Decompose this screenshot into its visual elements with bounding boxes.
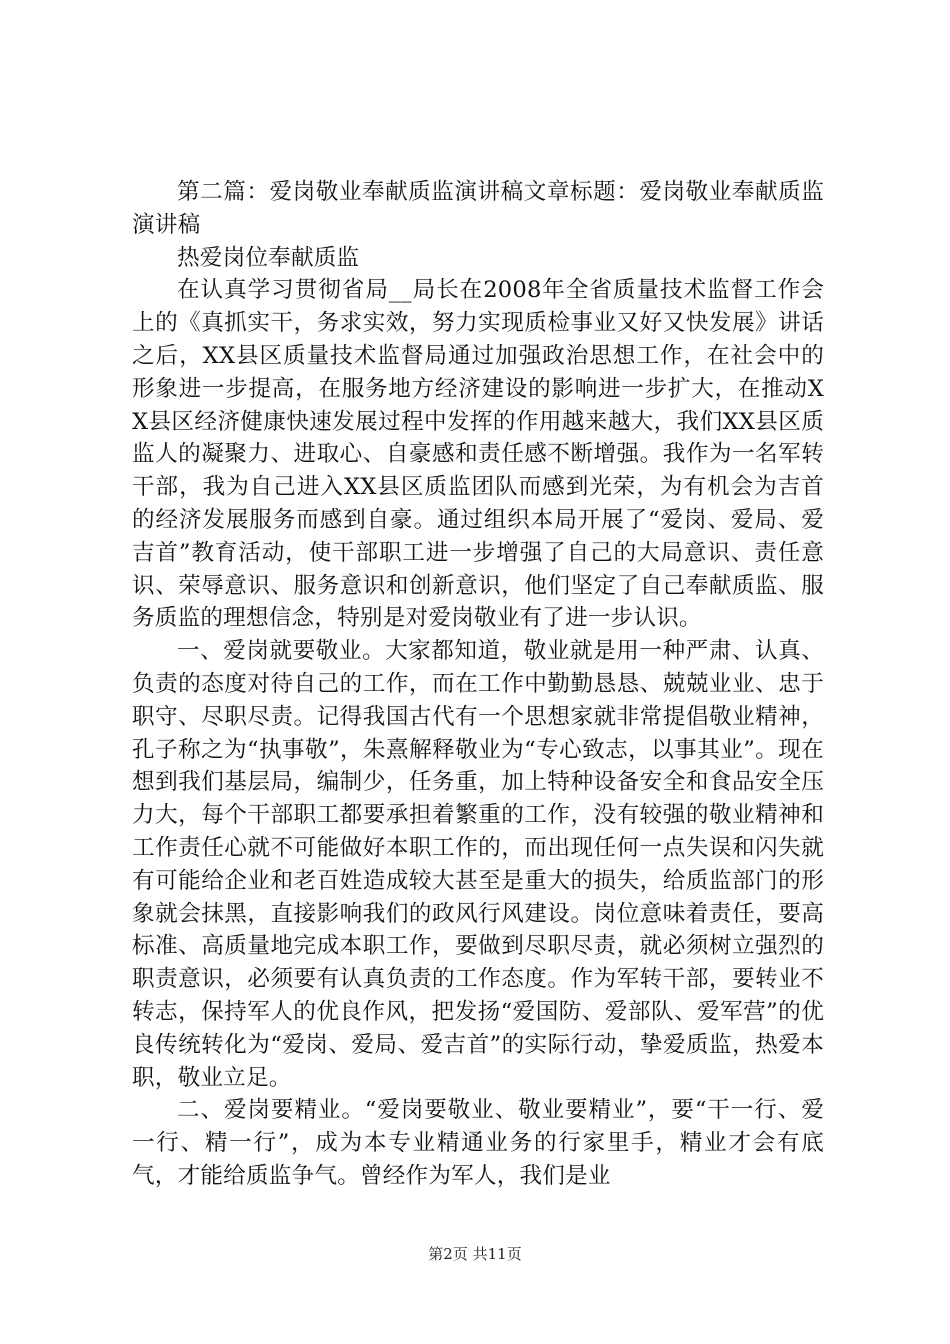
document-body <box>132 176 824 1193</box>
body-paragraph-section-two: 二、爱岗要精业。“爱岗要敬业、敬业要精业”，要“干一行、爱一行、精一行”，成为本专业精通业务的行家里手，精业才会有底气，才能给质监争气。曾经作为军人，我们是业 <box>132 1097 824 1189</box>
document-subtitle: 热爱岗位奉献质监 <box>177 244 360 271</box>
document-title: 第二篇：爱岗敬业奉献质监演讲稿文章标题：爱岗敬业奉献质监演讲稿 <box>132 179 824 238</box>
body-paragraph-intro: 在认真学习贯彻省局__局长在2008年全省质量技术监督工作会上的《真抓实干，务求实效，努力实现质检事业又好又快发展》讲话之后，XX县区质量技术监督局通过加强政治思想工作，在社会中的形象进一步提高，在服务地方经济建设的影响进一步扩大，在推动XX县区经济健康快速发展过程中发挥的作用越来越大，我们XX县区质监人的凝聚力、进取心、自豪感和责任感不断增强。我作为一名军转干部，我为自己进入XX县区质监团队而感到光荣，为有机会为吉首的经济发展服务而感到自豪。通过组织本局开展了“爱岗、爱局、爱吉首”教育活动，使干部职工进一步增强了自己的大局意识、责任意识、荣辱意识、服务意识和创新意识，他们坚定了自己奉献质监、服务质监的理想信念，特别是对爱岗敬业有了进一步认识。 <box>132 277 824 632</box>
page-number-footer: 第2页 共11页 <box>428 1245 522 1263</box>
body-paragraph-section-one: 一、爱岗就要敬业。大家都知道，敬业就是用一种严肃、认真、负责的态度对待自己的工作，而在工作中勤勤恳恳、兢兢业业、忠于职守、尽职尽责。记得我国古代有一个思想家就非常提倡敬业精神，孔子称之为“执事敬”，朱熹解释敬业为“专心致志，以事其业”。现在想到我们基层局，编制少，任务重，加上特种设备安全和食品安全压力大，每个干部职工都要承担着繁重的工作，没有较强的敬业精神和工作责任心就不可能做好本职工作的，而出现任何一点失误和闪失就有可能给企业和老百姓造成较大甚至是重大的损失，给质监部门的形象就会抹黑，直接影响我们的政风行风建设。岗位意味着责任，要高标准、高质量地完成本职工作，要做到尽职尽责，就必须树立强烈的职责意识，必须要有认真负责的工作态度。作为军转干部，要转业不转志，保持军人的优良作风，把发扬“爱国防、爱部队、爱军营”的优良传统转化为“爱岗、爱局、爱吉首”的实际行动，挚爱质监，热爱本职，敬业立足。 <box>132 638 824 1091</box>
